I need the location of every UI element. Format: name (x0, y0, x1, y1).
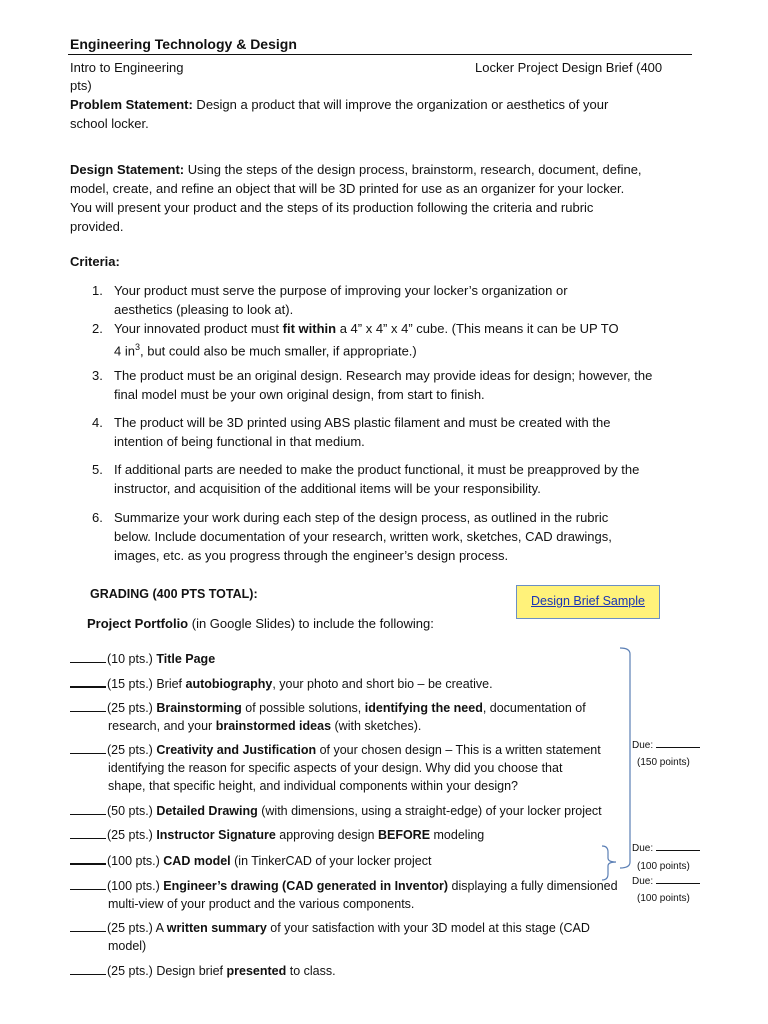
item-text: modeling (430, 828, 485, 842)
item-bold: Creativity and Justification (156, 743, 317, 757)
score-blank[interactable] (70, 753, 106, 754)
item-bold: presented (226, 964, 287, 978)
due-label: Due: (632, 843, 654, 854)
points-label: (25 pts.) A (107, 921, 167, 935)
small-brace (602, 846, 616, 880)
criteria-bold: fit within (282, 321, 337, 336)
grading-item-cad-model (70, 852, 630, 870)
item-text: (with dimensions, using a straight-edge) of your locker project (257, 804, 602, 818)
problem-label: Problem Statement: (70, 97, 193, 112)
item-continuation (108, 717, 630, 735)
item-bold: written summary (166, 921, 267, 935)
large-brace (620, 648, 630, 868)
grading-item-engineers-drawing (70, 877, 630, 913)
item-text: research, and your (108, 719, 216, 733)
item-bold: identifying the need (364, 701, 483, 715)
course-name: Intro to Engineering (70, 60, 184, 75)
design-statement (70, 162, 642, 177)
criteria-text: aesthetics (pleasing to look at). (114, 302, 294, 317)
criteria-item-4 (92, 413, 702, 451)
superscript: 3 (134, 342, 140, 352)
score-blank[interactable] (70, 931, 106, 932)
grading-item-detailed-drawing (70, 802, 630, 820)
design-label: Design Statement: (70, 162, 185, 177)
item-continuation: model) (108, 939, 147, 953)
criteria-number: 2. (92, 321, 103, 336)
criteria-text: images, etc. as you progress through the engineer’s design process. (114, 548, 509, 563)
criteria-text (114, 319, 702, 338)
due-points-3: (100 points) (637, 893, 690, 904)
criteria-heading (70, 254, 120, 269)
criteria-text: Your product must serve the purpose of improving your locker’s organization or (114, 283, 568, 298)
item-text: approving design (275, 828, 378, 842)
document-title: Engineering Technology & Design (70, 36, 297, 52)
design-brief-sample-box[interactable] (516, 585, 660, 619)
criteria-text: below. Include documentation of your research, written work, sketches, CAD drawings, (114, 529, 612, 544)
due-blank[interactable] (656, 850, 700, 851)
item-text: displaying a fully dimensioned (448, 879, 618, 893)
grading-item-creativity (70, 741, 630, 795)
score-blank[interactable] (70, 686, 106, 688)
criteria-text: Summarize your work during each step of the design process, as outlined in the rubric (114, 510, 609, 525)
due-label: Due: (632, 740, 654, 751)
points-label: (25 pts.) (107, 828, 157, 842)
design-line-3: You will present your product and the steps of its production following the criteria and rubric (70, 200, 594, 215)
item-continuation: identifying the reason for specific aspects of your design. Why did you choose that (108, 761, 563, 775)
project-title: Locker Project Design Brief (400 (475, 60, 663, 75)
criteria-item-5 (92, 460, 702, 498)
grading-item-written-summary (70, 919, 630, 955)
item-bold: Detailed Drawing (156, 804, 258, 818)
score-blank[interactable] (70, 863, 106, 865)
item-bold: brainstormed ideas (215, 719, 332, 733)
item-bold: Engineer’s drawing (CAD generated in Inventor) (163, 879, 449, 893)
score-blank[interactable] (70, 662, 106, 663)
grading-item-autobiography (70, 675, 630, 693)
design-line-2: model, create, and refine an object that will be 3D printed for use as an organizer for your locker. (70, 181, 625, 196)
item-continuation: shape, that specific height, and individual components within your design? (108, 779, 518, 793)
due-blank[interactable] (656, 883, 700, 884)
criteria-text-part: , but could also be much smaller, if appropriate.) (139, 343, 417, 359)
grading-title: GRADING (400 PTS TOTAL): (90, 587, 258, 601)
grading-item-instructor-signature (70, 826, 630, 844)
item-text: , your photo and short bio – be creative. (272, 677, 493, 691)
item-bold: BEFORE (377, 828, 431, 842)
item-text: of possible solutions, (241, 701, 365, 715)
bracket-braces (590, 640, 640, 900)
criteria-number: 6. (92, 510, 103, 525)
points-label: (50 pts.) (107, 804, 157, 818)
item-bold: Brainstorming (156, 701, 242, 715)
criteria-text-part: 4 in (114, 343, 135, 359)
criteria-text (114, 338, 702, 360)
item-text: (in TinkerCAD of your locker project (230, 854, 432, 868)
points-label: (25 pts.) Design brief (107, 964, 227, 978)
item-bold: Title Page (156, 652, 216, 666)
grading-item-title-page (70, 650, 630, 668)
item-bold: autobiography (185, 677, 273, 691)
score-blank[interactable] (70, 889, 106, 890)
project-title-cont: pts) (70, 78, 92, 93)
criteria-text-part: a 4” x 4” x 4” cube. (This means it can be UP TO (336, 321, 619, 336)
design-text: Using the steps of the design process, brainstorm, research, document, define, (184, 162, 642, 177)
design-brief-sample-link[interactable]: Design Brief Sample (531, 594, 645, 608)
score-blank[interactable] (70, 838, 106, 839)
criteria-item-2 (92, 319, 702, 360)
problem-statement (70, 97, 608, 112)
criteria-item-3 (92, 366, 702, 404)
criteria-item-6 (92, 508, 702, 565)
criteria-number: 5. (92, 462, 103, 477)
problem-statement-cont: school locker. (70, 116, 149, 131)
points-label: (25 pts.) (107, 701, 157, 715)
criteria-item-1 (92, 281, 702, 319)
title-divider (68, 54, 692, 55)
item-text: (with sketches). (331, 719, 422, 733)
due-points-1: (150 points) (637, 757, 690, 768)
portfolio-intro (87, 616, 434, 631)
points-label: (10 pts.) (107, 652, 157, 666)
item-text: of your chosen design – This is a written statement (316, 743, 601, 757)
criteria-text: If additional parts are needed to make the product functional, it must be preapproved by the (114, 462, 640, 477)
problem-text: Design a product that will improve the organization or aesthetics of your (192, 97, 609, 112)
due-label: Due: (632, 876, 654, 887)
due-line-2 (632, 843, 700, 854)
points-label: (25 pts.) (107, 743, 157, 757)
grading-heading (90, 587, 258, 601)
score-blank[interactable] (70, 974, 106, 975)
criteria-text-part: Your innovated product must (114, 321, 283, 336)
criteria-text: final model must be your own original design, from start to finish. (114, 387, 485, 402)
points-label: (100 pts.) (107, 854, 164, 868)
due-line-3 (632, 876, 700, 887)
item-text: , documentation of (482, 701, 586, 715)
score-blank[interactable] (70, 711, 106, 712)
due-points-2: (100 points) (637, 861, 690, 872)
score-blank[interactable] (70, 814, 106, 815)
item-continuation: multi-view of your product and the various components. (108, 897, 415, 911)
item-bold: Instructor Signature (156, 828, 276, 842)
criteria-number: 1. (92, 283, 103, 298)
criteria-number: 3. (92, 368, 103, 383)
criteria-text: The product will be 3D printed using ABS plastic filament and must be created with the (114, 415, 611, 430)
grading-item-design-brief-presentation (70, 962, 630, 980)
due-line-1 (632, 740, 700, 751)
portfolio-text: (in Google Slides) to include the following: (188, 616, 434, 631)
item-text: to class. (286, 964, 336, 978)
design-line-4: provided. (70, 219, 124, 234)
criteria-label: Criteria: (70, 254, 120, 269)
criteria-text: intention of being functional in that medium. (114, 434, 365, 449)
item-text: of your satisfaction with your 3D model at this stage (CAD (266, 921, 590, 935)
criteria-text: instructor, and acquisition of the additional items will be your responsibility. (114, 481, 541, 496)
criteria-text: The product must be an original design. Research may provide ideas for design; however, the (114, 368, 653, 383)
due-blank[interactable] (656, 747, 700, 748)
points-label: (15 pts.) Brief (107, 677, 186, 691)
points-label: (100 pts.) (107, 879, 164, 893)
criteria-number: 4. (92, 415, 103, 430)
portfolio-label: Project Portfolio (87, 616, 189, 631)
grading-item-brainstorming (70, 699, 630, 735)
item-bold: CAD model (163, 854, 231, 868)
